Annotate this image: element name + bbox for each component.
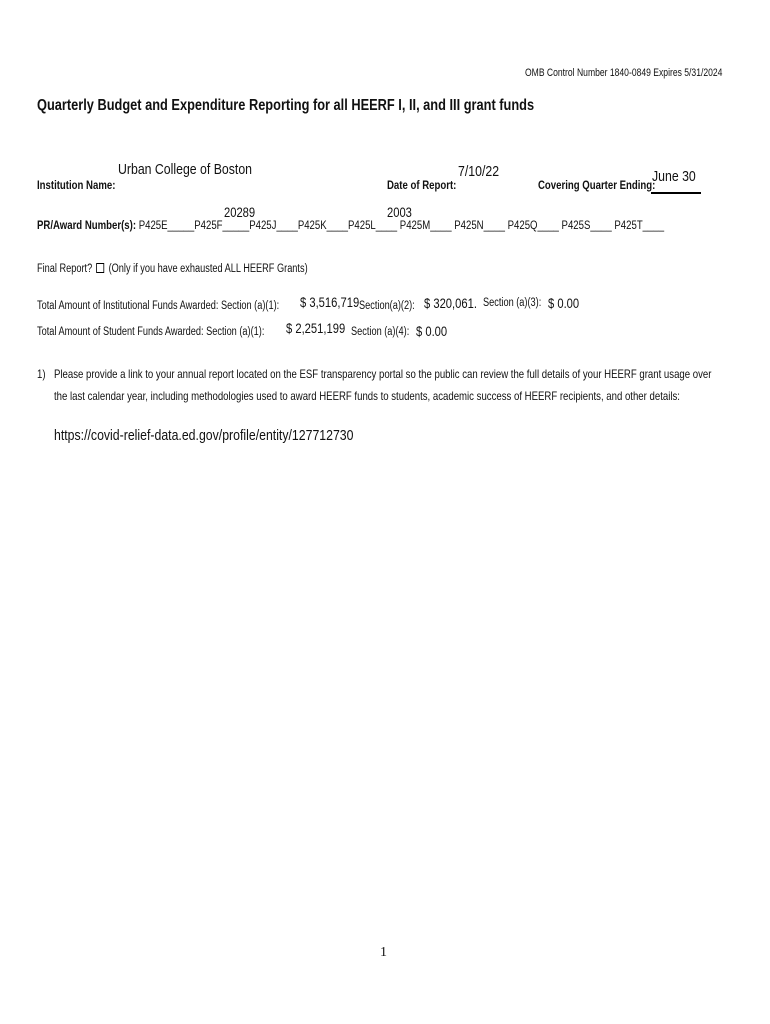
award-p425f[interactable]: P425F_____ — [194, 218, 250, 232]
award-p425m[interactable]: P425M____ — [397, 218, 452, 232]
award-numbers-row — [37, 218, 770, 232]
section-a2-label: Section(a)(2): — [359, 300, 415, 312]
question-1-line-1: Please provide a link to your annual report located on the ESF transparency portal so the public can review the full details of your HEERF grant usage over — [54, 367, 712, 381]
award-p425l[interactable]: P425L____ — [348, 218, 398, 232]
question-1-number: 1) — [37, 367, 46, 381]
award-numbers-label: PR/Award Number(s): — [37, 218, 137, 232]
institution-name-field[interactable]: Urban College of Boston — [118, 161, 253, 178]
section-a4-field[interactable]: $ 0.00 — [416, 323, 448, 339]
covering-quarter-value: June 30 — [652, 168, 696, 185]
date-of-report-label: Date of Report: — [387, 178, 457, 192]
page-number: 1 — [380, 945, 387, 960]
omb-control-number: OMB Control Number 1840-0849 Expires 5/31/2024 — [525, 67, 723, 79]
student-funds-label: Total Amount of Student Funds Awarded: Section (a)(1): — [37, 326, 265, 338]
award-p425f-value[interactable]: 20289 — [224, 204, 256, 220]
section-a2-field[interactable]: $ 320,061. — [424, 295, 477, 311]
award-p425t[interactable]: P425T____ — [611, 218, 665, 232]
institutional-a1-field[interactable]: $ 3,516,719 — [300, 294, 360, 310]
final-report-checkbox[interactable] — [96, 263, 104, 273]
institution-name-label: Institution Name: — [37, 178, 116, 192]
covering-quarter-label: Covering Quarter Ending: — [538, 178, 656, 192]
award-p425j[interactable]: P425J____ — [249, 218, 298, 232]
section-a3-label: Section (a)(3): — [483, 297, 542, 309]
date-of-report-field[interactable]: 7/10/22 — [458, 163, 500, 180]
final-report-row — [37, 263, 308, 275]
student-a1-field[interactable]: $ 2,251,199 — [286, 320, 346, 336]
award-p425e[interactable]: P425E_____ — [138, 218, 195, 232]
question-1-answer-field[interactable]: https://covid-relief-data.ed.gov/profile/entity/127712730 — [54, 427, 354, 444]
covering-quarter-field[interactable] — [651, 168, 701, 194]
section-a4-label: Section (a)(4): — [351, 326, 410, 338]
award-p425n[interactable]: P425N____ — [451, 218, 505, 232]
award-p425l-value[interactable]: 2003 — [387, 204, 412, 220]
question-1-line-2: the last calendar year, including methodologies used to award HEERF funds to students, academic success of HEERF recipients, and other details: — [54, 389, 680, 403]
page-title: Quarterly Budget and Expenditure Reporting for all HEERF I, II, and III grant funds — [37, 97, 535, 114]
final-report-label: Final Report? — [37, 263, 93, 275]
award-p425k[interactable]: P425K____ — [297, 218, 348, 232]
award-p425s[interactable]: P425S____ — [558, 218, 612, 232]
award-p425q[interactable]: P425Q____ — [504, 218, 559, 232]
section-a3-field[interactable]: $ 0.00 — [548, 295, 580, 311]
final-report-note: (Only if you have exhausted ALL HEERF Grants) — [108, 263, 308, 275]
institutional-funds-label: Total Amount of Institutional Funds Awarded: Section (a)(1): — [37, 300, 280, 312]
